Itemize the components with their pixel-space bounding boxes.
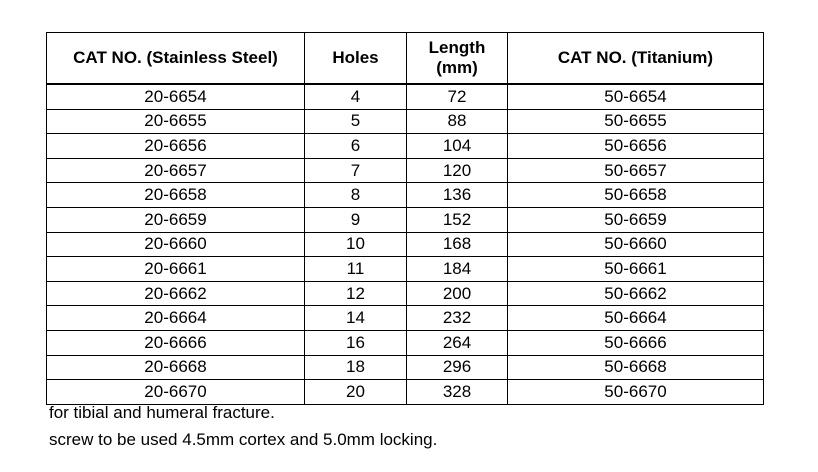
cell-cat-no-titanium: 50-6668	[508, 355, 764, 380]
cell-cat-no-stainless: 20-6658	[47, 183, 305, 208]
table-body	[47, 84, 764, 404]
cell-holes: 18	[305, 355, 407, 380]
cell-holes: 5	[305, 109, 407, 134]
cell-cat-no-titanium: 50-6654	[508, 84, 764, 109]
note-screw-spec: screw to be used 4.5mm cortex and 5.0mm locking.	[49, 430, 438, 449]
cell-length: 136	[407, 183, 508, 208]
cell-cat-no-stainless: 20-6657	[47, 158, 305, 183]
table-row	[47, 158, 764, 183]
table-row	[47, 84, 764, 109]
cell-length: 168	[407, 232, 508, 257]
table-row	[47, 281, 764, 306]
cell-holes: 12	[305, 281, 407, 306]
cell-cat-no-titanium: 50-6666	[508, 330, 764, 355]
cell-cat-no-titanium: 50-6660	[508, 232, 764, 257]
table-row	[47, 257, 764, 282]
cell-cat-no-stainless: 20-6664	[47, 306, 305, 331]
cell-length: 104	[407, 134, 508, 159]
cell-holes: 20	[305, 380, 407, 405]
cell-cat-no-titanium: 50-6664	[508, 306, 764, 331]
header-cat-no-stainless: CAT NO. (Stainless Steel)	[47, 33, 305, 85]
cell-length: 152	[407, 207, 508, 232]
header-length-mm: Length (mm)	[407, 33, 508, 85]
cell-holes: 6	[305, 134, 407, 159]
table-row	[47, 355, 764, 380]
cell-length: 296	[407, 355, 508, 380]
catalog-table	[46, 32, 764, 405]
cell-cat-no-stainless: 20-6660	[47, 232, 305, 257]
note-fracture-use: for tibial and humeral fracture.	[49, 403, 275, 422]
table-row	[47, 134, 764, 159]
table-row	[47, 207, 764, 232]
cell-holes: 4	[305, 84, 407, 109]
cell-length: 120	[407, 158, 508, 183]
cell-length: 264	[407, 330, 508, 355]
cell-cat-no-stainless: 20-6661	[47, 257, 305, 282]
cell-cat-no-titanium: 50-6655	[508, 109, 764, 134]
cell-cat-no-titanium: 50-6658	[508, 183, 764, 208]
cell-cat-no-titanium: 50-6662	[508, 281, 764, 306]
cell-length: 184	[407, 257, 508, 282]
cell-cat-no-titanium: 50-6659	[508, 207, 764, 232]
cell-cat-no-stainless: 20-6655	[47, 109, 305, 134]
table-row	[47, 380, 764, 405]
cell-cat-no-stainless: 20-6659	[47, 207, 305, 232]
table-row	[47, 306, 764, 331]
cell-holes: 11	[305, 257, 407, 282]
cell-holes: 16	[305, 330, 407, 355]
cell-holes: 7	[305, 158, 407, 183]
cell-length: 72	[407, 84, 508, 109]
cell-cat-no-stainless: 20-6668	[47, 355, 305, 380]
cell-holes: 8	[305, 183, 407, 208]
table-row	[47, 330, 764, 355]
header-holes: Holes	[305, 33, 407, 85]
header-cat-no-titanium: CAT NO. (Titanium)	[508, 33, 764, 85]
cell-holes: 9	[305, 207, 407, 232]
table-row	[47, 109, 764, 134]
cell-cat-no-titanium: 50-6670	[508, 380, 764, 405]
cell-length: 200	[407, 281, 508, 306]
cell-cat-no-titanium: 50-6657	[508, 158, 764, 183]
cell-holes: 10	[305, 232, 407, 257]
cell-cat-no-stainless: 20-6670	[47, 380, 305, 405]
cell-length: 232	[407, 306, 508, 331]
cell-cat-no-titanium: 50-6656	[508, 134, 764, 159]
table-row	[47, 232, 764, 257]
cell-cat-no-stainless: 20-6654	[47, 84, 305, 109]
cell-holes: 14	[305, 306, 407, 331]
cell-cat-no-titanium: 50-6661	[508, 257, 764, 282]
cell-cat-no-stainless: 20-6666	[47, 330, 305, 355]
table-row	[47, 183, 764, 208]
cell-length: 88	[407, 109, 508, 134]
cell-cat-no-stainless: 20-6662	[47, 281, 305, 306]
cell-length: 328	[407, 380, 508, 405]
table-header-row	[47, 33, 764, 85]
cell-cat-no-stainless: 20-6656	[47, 134, 305, 159]
